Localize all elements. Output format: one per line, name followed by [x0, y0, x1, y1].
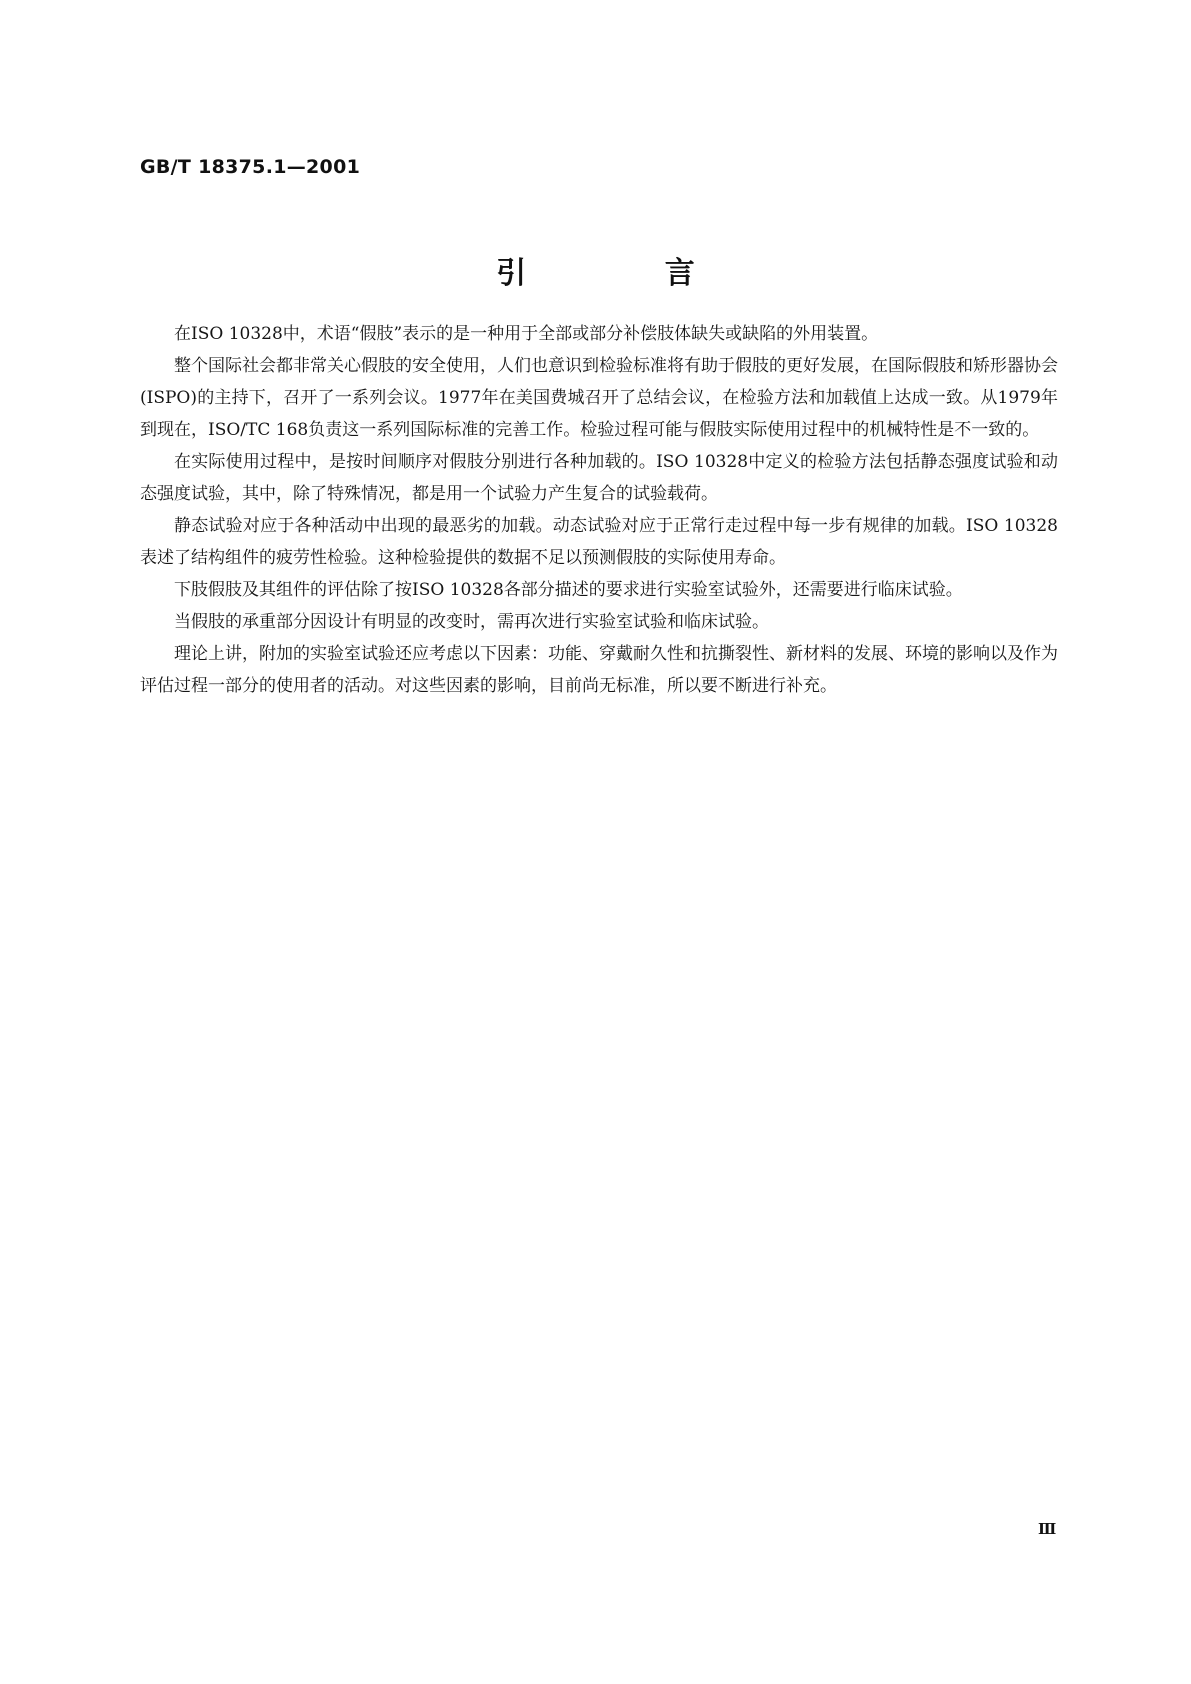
paragraph-static-dynamic: 静态试验对应于各种活动中出现的最恶劣的加载。动态试验对应于正常行走过程中每一步有规律的加载。ISO 10328表述了结构组件的疲劳性检验。这种检验提供的数据不足以预测假肢的实际使用寿命。	[140, 516, 1058, 568]
introduction-body	[140, 318, 1058, 702]
page-title: 引 言	[496, 256, 759, 291]
standard-code: GB/T 18375.1—2001	[140, 156, 361, 178]
paragraph-term-definition: 在ISO 10328中，术语“假肢”表示的是一种用于全部或部分补偿肢体缺失或缺陷的外用装置。	[174, 324, 879, 344]
page-number: Ⅲ	[1038, 1520, 1057, 1538]
paragraph-evaluation: 下肢假肢及其组件的评估除了按ISO 10328各部分描述的要求进行实验室试验外，还需要进行临床试验。	[174, 580, 963, 600]
paragraph-retest: 当假肢的承重部分因设计有明显的改变时，需再次进行实验室试验和临床试验。	[174, 612, 769, 632]
paragraph-additional-factors: 理论上讲，附加的实验室试验还应考虑以下因素：功能、穿戴耐久性和抗撕裂性、新材料的发展、环境的影响以及作为评估过程一部分的使用者的活动。对这些因素的影响，目前尚无标准，所以要不断进行补充。	[140, 644, 1058, 696]
paragraph-loading: 在实际使用过程中，是按时间顺序对假肢分别进行各种加载的。ISO 10328中定义的检验方法包括静态强度试验和动态强度试验，其中，除了特殊情况，都是用一个试验力产生复合的试验载荷。	[140, 452, 1058, 504]
paragraph-history: 整个国际社会都非常关心假肢的安全使用，人们也意识到检验标准将有助于假肢的更好发展，在国际假肢和矫形器协会(ISPO)的主持下，召开了一系列会议。1977年在美国费城召开了总结会议，在检验方法和加载值上达成一致。从1979年到现在，ISO/TC 168负责这一系列国际标准的完善工作。检验过程可能与假肢实际使用过程中的机械特性是不一致的。	[140, 356, 1058, 440]
